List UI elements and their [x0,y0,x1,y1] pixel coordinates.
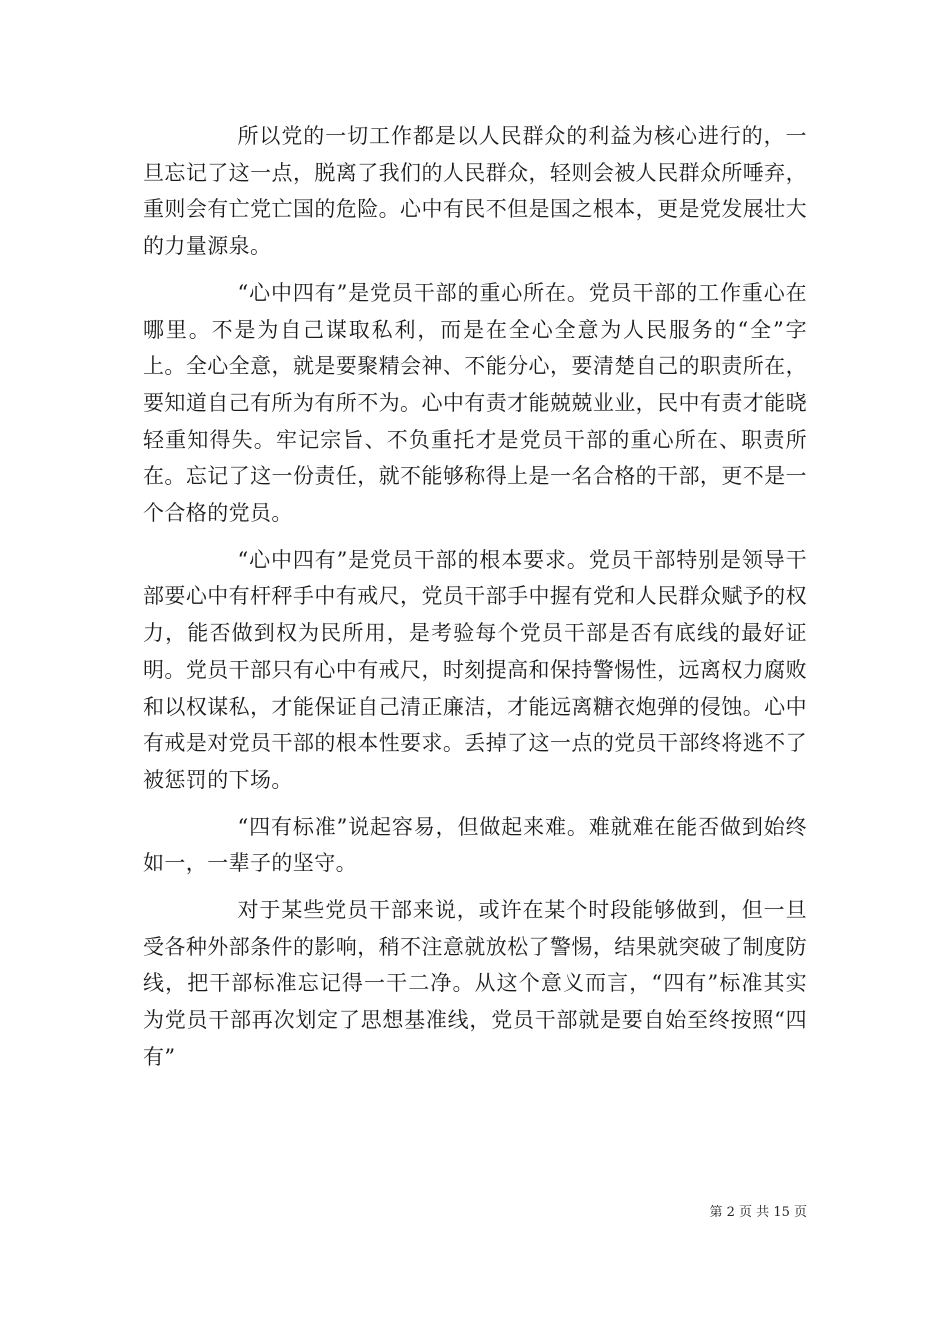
paragraph-1: 所以党的一切工作都是以人民群众的利益为核心进行的，一旦忘记了这一点，脱离了我们的人民群众，轻则会被人民群众所唾弃，重则会有亡党亡国的危险。心中有民不但是国之根本，更是党发展壮大的力量源泉。 [143,124,807,259]
paragraph-3: “心中四有”是党员干部的根本要求。党员干部特别是领导干部要心中有杆秤手中有戒尺，党员干部手中握有党和人民群众赋予的权力，能否做到权为民所用，是考验每个党员干部是否有底线的最好证明。党员干部只有心中有戒尺，时刻提高和保持警惕性，远离权力腐败和以权谋私，才能保证自己清正廉洁，才能远离糖衣炮弹的侵蚀。心中有戒是对党员干部的根本性要求。丢掉了这一点的党员干部终将逃不了被惩罚的下场。 [143,547,807,792]
page-number-footer: 第 2 页 共 15 页 [709,1205,807,1220]
paragraph-5: 对于某些党员干部来说，或许在某个时段能够做到，但一旦受各种外部条件的影响，稍不注意就放松了警惕，结果就突破了制度防线，把干部标准忘记得一干二净。从这个意义而言，“四有”标准其实为党员干部再次划定了思想基准线，党员干部就是要自始至终按照“四有” [143,898,807,1069]
paragraph-4: “四有标准”说起容易，但做起来难。难就难在能否做到始终如一，一辈子的坚守。 [143,814,807,876]
body-text [143,118,807,1086]
paragraph-2: “心中四有”是党员干部的重心所在。党员干部的工作重心在哪里。不是为自己谋取私利，而是在全心全意为人民服务的“全”字上。全心全意，就是要聚精会神、不能分心，要清楚自己的职责所在，要知道自己有所为有所不为。心中有责才能兢兢业业，民中有责才能晓轻重知得失。牢记宗旨、不负重托才是党员干部的重心所在、职责所在。忘记了这一份责任，就不能够称得上是一名合格的干部，更不是一个合格的党员。 [143,280,807,526]
